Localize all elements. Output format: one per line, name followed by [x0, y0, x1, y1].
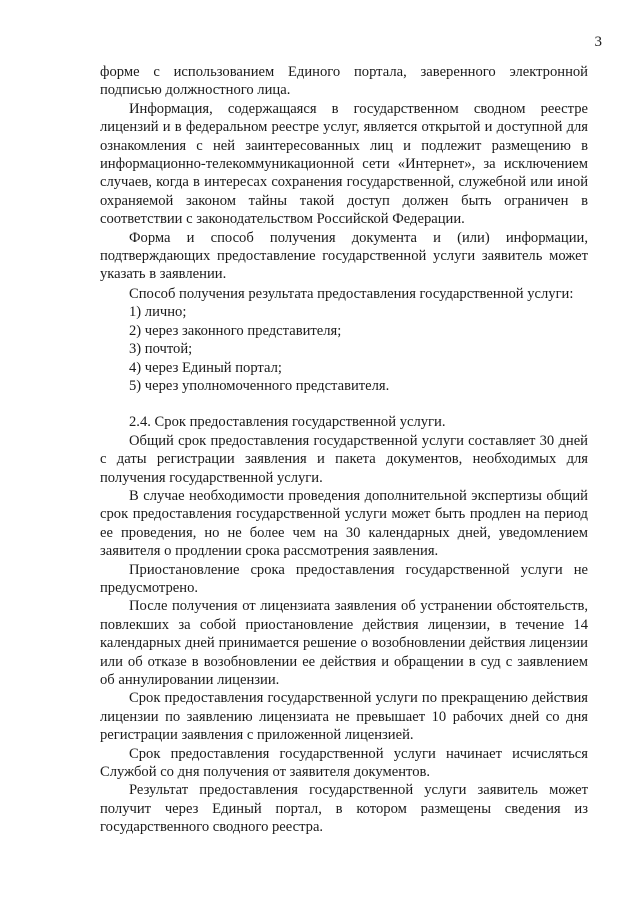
list-item: 2) через законного представителя; — [129, 322, 342, 339]
list-item: 1) лично; — [129, 304, 187, 321]
paragraph-total-term: Общий срок предоставления государственной услуги составляет 30 дней с даты регистрации заявления и пакета документов, необходимых для получения государственной услуги. — [100, 432, 588, 486]
list-item: 3) почтой; — [129, 341, 193, 358]
paragraph-information-openness: Информация, содержащаяся в государственном сводном реестре лицензий и в федеральном реестре услуг, является открытой и доступной для ознакомления с ней заинтересованных лиц и подлежит размещению в информационно-телекоммуникационной сети «Интернет», за исключением случаев, когда в интересах сохранения государственной, служебной или иной охраняемой законом тайны такой доступ должен быть ограничен в соответствии с законодательством Российской Федерации. — [100, 100, 588, 228]
section-heading: 2.4. Срок предоставления государственной услуги. — [129, 414, 446, 431]
paragraph-suspension: Приостановление срока предоставления государственной услуги не предусмотрено. — [100, 561, 588, 596]
paragraph-continuation: форме с использованием Единого портала, заверенного электронной подписью должностного лица. — [100, 64, 588, 99]
paragraph-termination: Срок предоставления государственной услуги по прекращению действия лицензии по заявлению лицензиата не превышает 10 рабочих дней со дня регистрации заявления с приложенной лицензией. — [100, 690, 588, 744]
delivery-methods-list — [100, 303, 588, 395]
paragraph-delivery-intro: Способ получения результата предоставления государственной услуги: — [129, 285, 574, 302]
paragraph-resumption: После получения от лицензиата заявления об устранении обстоятельств, повлекших за собой приостановление действия лицензии, в течение 14 календарных дней принимается решение о возобновлении действия лицензии или об отказе в возобновлении ее действия и обращении в суд с заявлением об аннулировании лицензии. — [100, 598, 588, 688]
paragraph-document-form: Форма и способ получения документа и (или) информации, подтверждающих предоставление государственной услуги заявитель может указать в заявлении. — [100, 229, 588, 283]
paragraph-result: Результат предоставления государственной услуги заявитель может получит через Единый портал, в котором размещены сведения из государственного сводного реестра. — [100, 782, 588, 836]
list-item: 4) через Единый портал; — [129, 359, 282, 376]
paragraph-term-start: Срок предоставления государственной услуги начинает исчисляться Службой со дня получения от заявителя документов. — [100, 745, 588, 781]
paragraph-extension: В случае необходимости проведения дополнительной экспертизы общий срок предоставления государственной услуги может быть продлен на период ее проведения, но не более чем на 30 календарных дней, уведомлением заявителя о продлении срока рассмотрения заявления. — [100, 487, 588, 560]
document-body — [100, 63, 588, 837]
page-number: 3 — [594, 34, 602, 50]
list-item: 5) через уполномоченного представителя. — [129, 377, 390, 394]
